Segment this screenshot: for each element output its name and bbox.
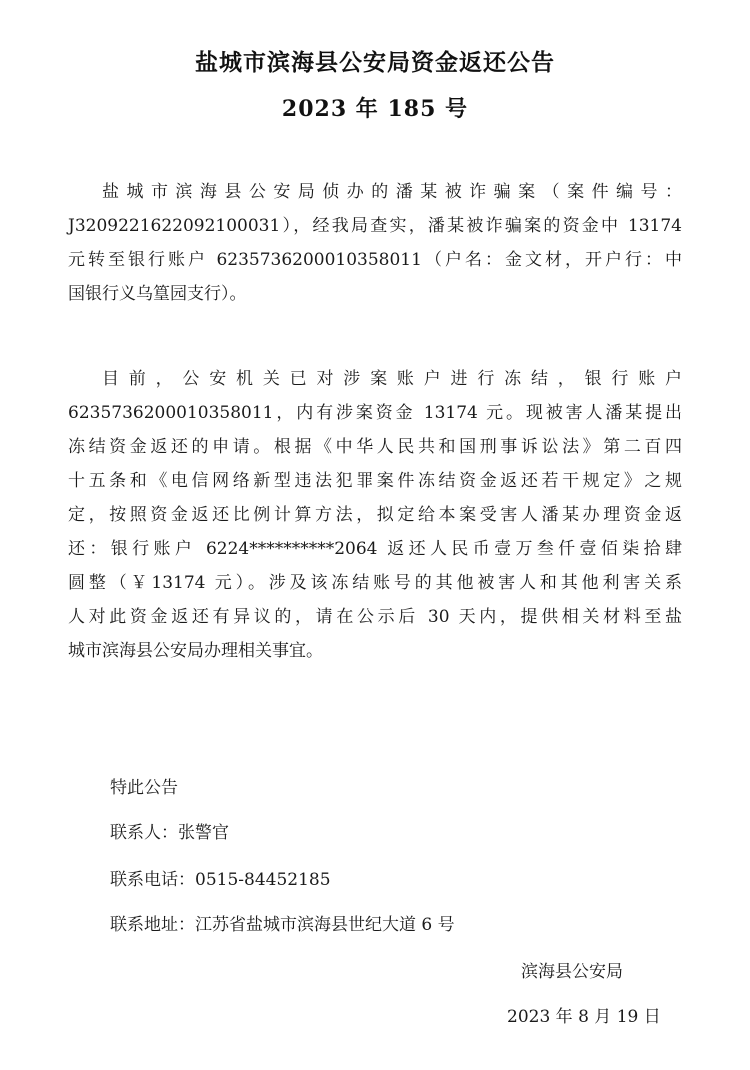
closing-statement: 特此公告 [110, 778, 178, 798]
paragraph-line: 圆整（￥13174 元）。涉及该冻结账号的其他被害人和其他利害关系 [68, 573, 682, 593]
paragraph-line: 6235736200010358011，内有涉案资金 13174 元。现被害人潘某提出 [68, 403, 682, 423]
paragraph-line: 十五条和《电信网络新型违法犯罪案件冻结资金返还若干规定》之规 [68, 471, 682, 491]
contact-person: 联系人：张警官 [110, 823, 229, 843]
paragraph-line: 国银行义乌篁园支行）。 [68, 284, 247, 304]
paragraph-case-description [68, 175, 682, 311]
paragraph-line: 定，按照资金返还比例计算方法，拟定给本案受害人潘某办理资金返 [68, 505, 682, 525]
paragraph-line: 盐城市滨海县公安局侦办的潘某被诈骗案（案件编号： [102, 182, 682, 202]
paragraph-line: 目前，公安机关已对涉案账户进行冻结，银行账户 [102, 369, 682, 389]
signature-date: 2023 年 8 月 19 日 [507, 1007, 661, 1027]
paragraph-line: 冻结资金返还的申请。根据《中华人民共和国刑事诉讼法》第二百四 [68, 437, 682, 457]
paragraph-line: 人对此资金返还有异议的，请在公示后 30 天内，提供相关材料至盐 [68, 607, 682, 627]
contact-phone: 联系电话：0515-84452185 [110, 870, 331, 890]
paragraph-line: 元转至银行账户 6235736200010358011（户名：金文材，开户行：中 [68, 250, 682, 270]
notice-number: 2023 年 185 号 [281, 96, 469, 122]
signature-organization: 滨海县公安局 [521, 962, 623, 982]
paragraph-line: 城市滨海县公安局办理相关事宜。 [68, 641, 323, 661]
paragraph-refund-details [68, 362, 682, 668]
paragraph-line: 还：银行账户 6224**********2064 返还人民币壹万叁仟壹佰柒拾肆 [68, 539, 682, 559]
notice-title: 盐城市滨海县公安局资金返还公告 [195, 50, 555, 76]
contact-address: 联系地址：江苏省盐城市滨海县世纪大道 6 号 [110, 915, 455, 935]
paragraph-line: J3209221622092100031），经我局查实，潘某被诈骗案的资金中 13174 [68, 216, 682, 236]
